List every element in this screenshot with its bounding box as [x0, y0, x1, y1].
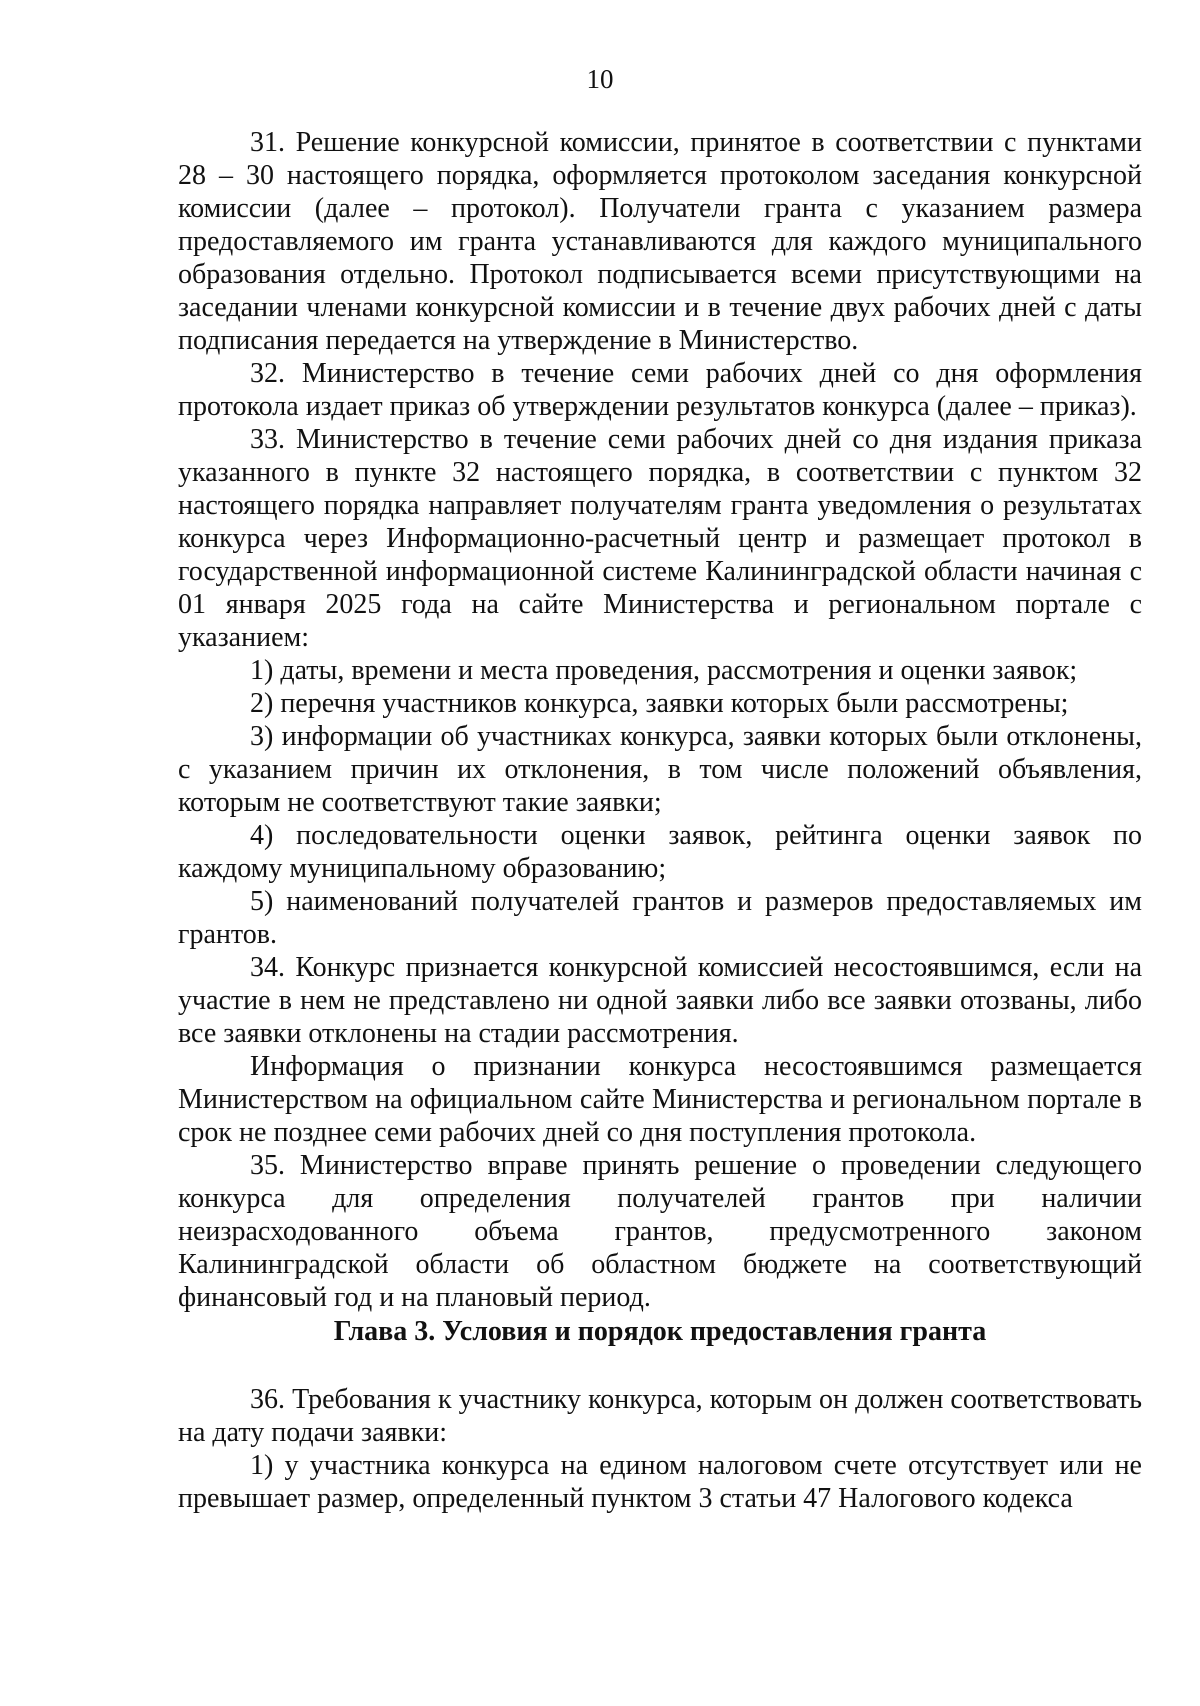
list-item-33-2: 2) перечня участников конкурса, заявки которых были рассмотрены;	[250, 688, 1069, 719]
paragraph-35: 35. Министерство вправе принять решение о проведении следующего конкурса для определения получателей грантов при наличии неизрасходованного объема грантов, предусмотренного законом Калининградской области об областном бюджете на соответствующий финансовый год и на плановый период.	[178, 1150, 1142, 1313]
list-item-36-1: 1) у участника конкурса на едином налоговом счете отсутствует или не превышает размер, определенный пунктом 3 статьи 47 Налогового кодекса	[178, 1450, 1142, 1514]
section-b	[178, 1383, 1142, 1515]
paragraph-33: 33. Министерство в течение семи рабочих дней со дня издания приказа указанного в пункте 32 настоящего порядка, в соответствии с пунктом 32 настоящего порядка направляет получателям гранта уведомления о результатах конкурса через Информационно-расчетный центр и размещает протокол в государственной информационной системе Калининградской области начиная с 01 января 2025 года на сайте Министерства и региональном портале с указанием:	[178, 424, 1142, 653]
paragraph-36: 36. Требования к участнику конкурса, которым он должен соответствовать на дату подачи заявки:	[178, 1384, 1142, 1448]
list-item-33-1: 1) даты, времени и места проведения, рассмотрения и оценки заявок;	[250, 655, 1078, 686]
paragraph-31: 31. Решение конкурсной комиссии, принятое в соответствии с пунктами 28 – 30 настоящего порядка, оформляется протоколом заседания конкурсной комиссии (далее – протокол). Получатели гранта с указанием размера предоставляемого им гранта устанавливаются для каждого муниципального образования отдельно. Протокол подписывается всеми присутствующими на заседании членами конкурсной комиссии и в течение двух рабочих дней с даты подписания передается на утверждение в Министерство.	[178, 127, 1142, 356]
page-number: 10	[586, 64, 614, 94]
paragraph-34-info: Информация о признании конкурса несостоявшимся размещается Министерством на официальном сайте Министерства и региональном портале в срок не позднее семи рабочих дней со дня поступления протокола.	[178, 1051, 1142, 1148]
paragraph-34: 34. Конкурс признается конкурсной комиссией несостоявшимся, если на участие в нем не представлено ни одной заявки либо все заявки отозваны, либо все заявки отклонены на стадии рассмотрения.	[178, 952, 1142, 1049]
paragraph-32: 32. Министерство в течение семи рабочих дней со дня оформления протокола издает приказ об утверждении результатов конкурса (далее – приказ).	[178, 358, 1142, 422]
section-a	[178, 126, 1142, 1314]
list-item-33-4: 4) последовательности оценки заявок, рейтинга оценки заявок по каждому муниципальному образованию;	[178, 820, 1142, 884]
list-item-33-3: 3) информации об участниках конкурса, заявки которых были отклонены, с указанием причин их отклонения, в том числе положений объявления, которым не соответствуют такие заявки;	[178, 721, 1142, 818]
chapter-heading: Глава 3. Условия и порядок предоставления гранта	[333, 1316, 987, 1347]
list-item-33-5: 5) наименований получателей грантов и размеров предоставляемых им грантов.	[178, 886, 1142, 950]
